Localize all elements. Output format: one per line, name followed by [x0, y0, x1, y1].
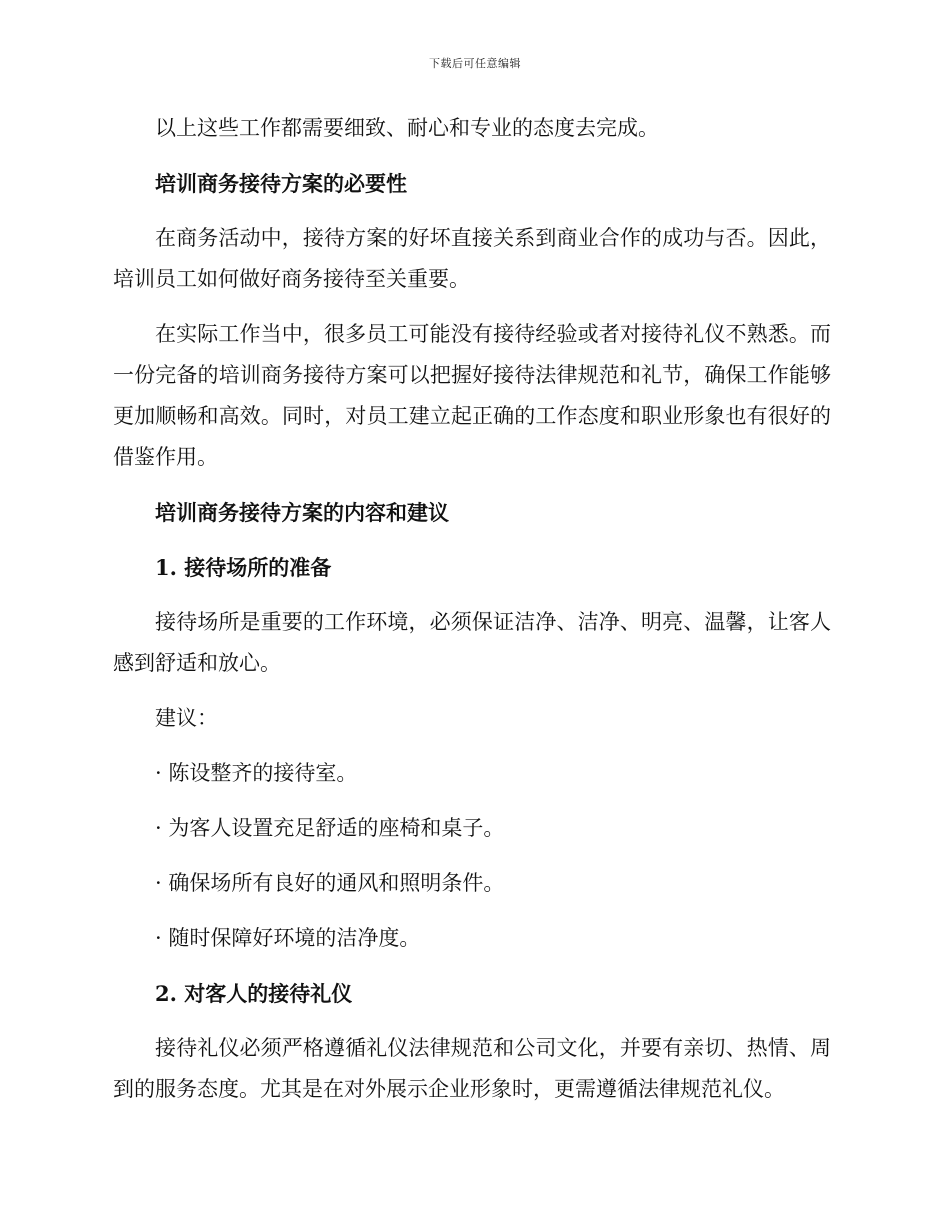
subheading-etiquette: 2. 对客人的接待礼仪: [155, 981, 353, 1006]
bullet-item: · 陈设整齐的接待室。: [155, 761, 358, 785]
paragraph-necessity-1: 在商务活动中，接待方案的好坏直接关系到商业合作的成功与否。因此，培训员工如何做好商务接待至关重要。: [113, 226, 831, 291]
paragraph-venue: 接待场所是重要的工作环境，必须保证洁净、洁净、明亮、温馨，让客人感到舒适和放心。: [113, 610, 831, 675]
section-heading-necessity: 培训商务接待方案的必要性: [155, 171, 407, 196]
bullet-item: · 为客人设置充足舒适的座椅和桌子。: [155, 816, 505, 840]
paragraph-suggestion-label: 建议：: [155, 706, 218, 730]
paragraph-etiquette: 接待礼仪必须严格遵循礼仪法律规范和公司文化，并要有亲切、热情、周到的服务态度。尤其是在对外展示企业形象时，更需遵循法律规范礼仪。: [113, 1036, 831, 1101]
bullet-item: · 确保场所有良好的通风和照明条件。: [155, 871, 505, 895]
paragraph-intro: 以上这些工作都需要细致、耐心和专业的态度去完成。: [155, 116, 659, 140]
section-heading-content: 培训商务接待方案的内容和建议: [155, 500, 449, 525]
paragraph-necessity-2: 在实际工作当中，很多员工可能没有接待经验或者对接待礼仪不熟悉。而一份完备的培训商务接待方案可以把握好接待法律规范和礼节，确保工作能够更加顺畅和高效。同时，对员工建立起正确的工作态度和职业形象也有很好的借鉴作用。: [113, 322, 831, 469]
document-body: [113, 108, 831, 1124]
header-note: 下载后可任意编辑: [429, 57, 521, 70]
subheading-venue: 1. 接待场所的准备: [155, 555, 332, 580]
bullet-item: · 随时保障好环境的洁净度。: [155, 926, 421, 950]
